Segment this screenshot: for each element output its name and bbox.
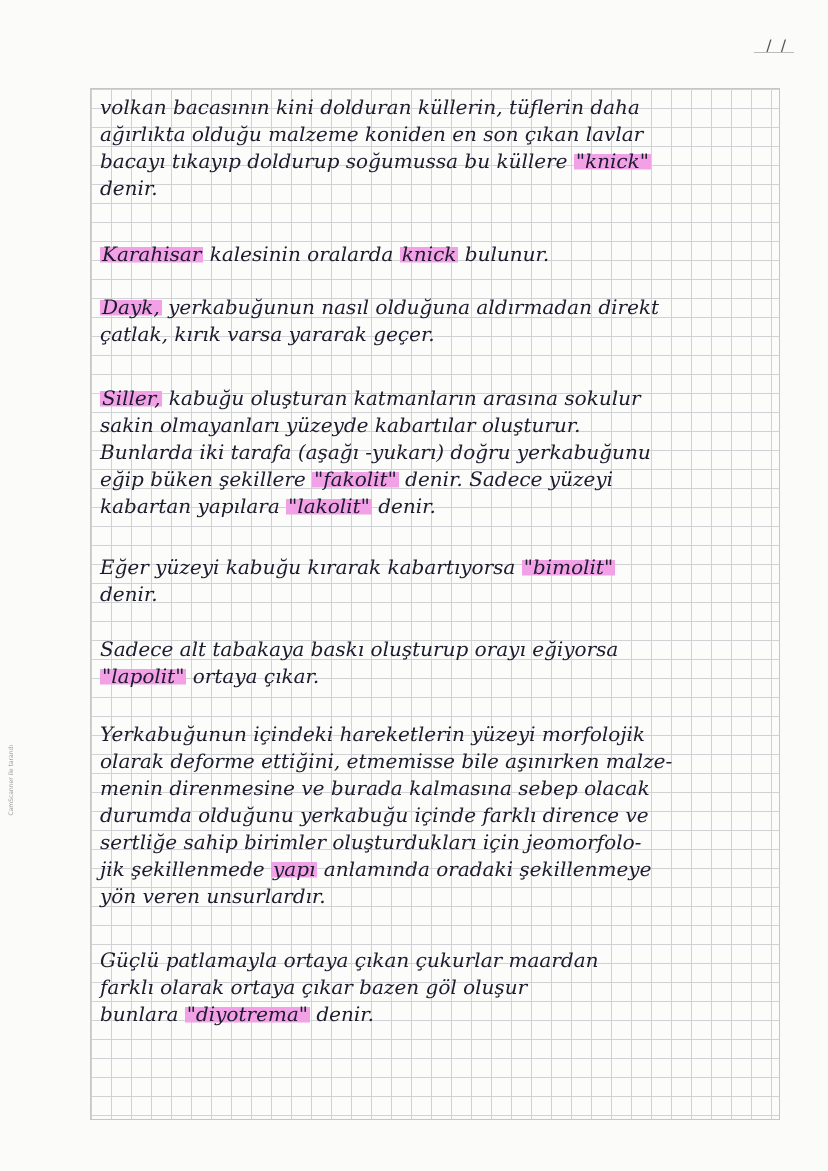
paragraph [100,721,772,910]
text-segment: eğip büken şekillere [100,467,313,491]
text-line [100,748,772,775]
text-segment: jik şekillenmede [100,857,271,881]
text-segment: farklı olarak ortaya çıkar bazen göl oluşur [100,975,528,999]
text-segment: kabuğu oluşturan katmanların arasına sokulur [162,386,641,410]
text-segment: Bunlarda iki tarafa (aşağı -yukarı) doğru yerkabuğunu [100,440,651,464]
paragraph [100,385,772,520]
highlighted-term: "diyotrema" [186,1002,308,1026]
text-segment: bunlara [100,1002,185,1026]
text-line [100,721,772,748]
highlighted-term: Karahisar [102,242,202,266]
text-segment: menin direnmesine ve burada kalmasına sebep olacak [100,776,650,800]
text-segment: yön veren unsurlardır. [100,884,326,908]
text-segment: anlamında oradaki şekillenmeye [317,857,652,881]
highlighted-term: yapı [273,857,316,881]
text-segment: sakin olmayanları yüzeyde kabartılar oluşturur. [100,413,581,437]
text-line [100,554,772,581]
text-segment: Yerkabuğunun içindeki hareketlerin yüzeyi morfolojik [100,722,646,746]
text-line [100,1001,772,1028]
text-segment: sertliğe sahip birimler oluşturdukları için jeomorfolo- [100,830,642,854]
text-segment: bacayı tıkayıp doldurup soğumussa bu küllere [100,149,574,173]
text-line [100,974,772,1001]
text-line [100,121,772,148]
text-segment: kalesinin oralarda [203,242,400,266]
text-line [100,466,772,493]
text-line [100,412,772,439]
text-segment: çatlak, kırık varsa yararak geçer. [100,322,435,346]
paragraph [100,241,772,268]
text-line [100,663,772,690]
highlighted-term: Dayk, [102,295,160,319]
paragraph [100,554,772,608]
text-line [100,802,772,829]
text-segment: denir. Sadece yüzeyi [398,467,614,491]
text-segment: denir. [310,1002,374,1026]
text-line [100,321,772,348]
text-segment: denir. [100,176,158,200]
paragraph [100,294,772,348]
text-segment: kabartan yapılara [100,494,287,518]
text-segment: ağırlıkta olduğu malzeme koniden en son çıkan lavlar [100,122,644,146]
highlighted-term: "knick" [575,149,649,173]
scanner-watermark: CamScanner ile tarandı [8,745,15,816]
text-line [100,175,772,202]
text-line [100,883,772,910]
text-line [100,385,772,412]
paragraph [100,94,772,202]
text-line [100,829,772,856]
date-field: / / [766,36,788,55]
text-segment: Sadece alt tabakaya baskı oluşturup orayı eğiyorsa [100,637,619,661]
text-segment: olarak deforme ettiğini, etmemisse bile aşınırken malze- [100,749,673,773]
text-segment: durumda olduğunu yerkabuğu içinde farklı dirence ve [100,803,649,827]
text-segment: denir. [100,582,158,606]
text-line [100,148,772,175]
highlighted-term: "lapolit" [102,664,185,688]
text-line [100,856,772,883]
text-line [100,493,772,520]
paragraph [100,636,772,690]
text-line [100,439,772,466]
text-line [100,94,772,121]
highlighted-term: "bimolit" [523,555,614,579]
text-line [100,241,772,268]
highlighted-term: knick [401,242,457,266]
text-segment: bulunur. [458,242,550,266]
highlighted-term: "lakolit" [288,494,370,518]
text-segment: denir. [371,494,436,518]
text-segment: Güçlü patlamayla ortaya çıkan çukurlar maardan [100,948,599,972]
text-line [100,636,772,663]
highlighted-term: Siller, [102,386,161,410]
paragraph [100,947,772,1028]
text-segment: Eğer yüzeyi kabuğu kırarak kabartıyorsa [100,555,522,579]
text-line [100,947,772,974]
text-segment: volkan bacasının kini dolduran küllerin, tüflerin daha [100,95,640,119]
text-line [100,581,772,608]
text-segment: ortaya çıkar. [186,664,320,688]
text-segment: yerkabuğunun nasıl olduğuna aldırmadan direkt [161,295,660,319]
text-line [100,294,772,321]
text-line [100,775,772,802]
highlighted-term: "fakolit" [314,467,397,491]
